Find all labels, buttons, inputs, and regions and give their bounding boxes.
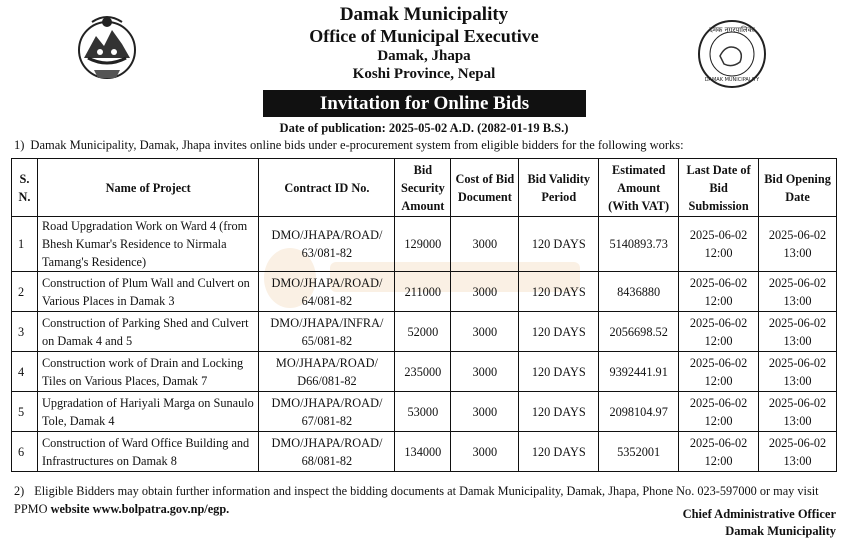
cell-security: 129000 [395, 217, 451, 272]
col-cost: Cost of Bid Document [451, 159, 519, 217]
cell-opening: 2025-06-02 13:00 [759, 352, 837, 392]
municipality-title: Damak Municipality [339, 4, 509, 25]
intro-paragraph [14, 138, 684, 153]
cell-last-date: 2025-06-02 12:00 [679, 312, 759, 352]
cell-sn: 6 [12, 432, 38, 472]
intro-number: 1) [14, 138, 25, 152]
cell-cost: 3000 [451, 392, 519, 432]
footer-number: 2) [14, 484, 25, 498]
cell-security: 211000 [395, 272, 451, 312]
col-last-date: Last Date of Bid Submission [679, 159, 759, 217]
cell-last-date: 2025-06-02 12:00 [679, 272, 759, 312]
website-link[interactable]: website www.bolpatra.gov.np/egp. [50, 502, 230, 516]
table-row [12, 392, 837, 432]
cell-estimate: 2056698.52 [599, 312, 679, 352]
cell-opening: 2025-06-02 13:00 [759, 312, 837, 352]
cell-security: 134000 [395, 432, 451, 472]
location-line: Damak, Jhapa [377, 48, 471, 64]
cell-estimate: 8436880 [599, 272, 679, 312]
cell-cost: 3000 [451, 312, 519, 352]
cell-name: Upgradation of Hariyali Marga on Sunaulo Tole, Damak 4 [37, 392, 258, 432]
cell-cost: 3000 [451, 352, 519, 392]
cell-cost: 3000 [451, 217, 519, 272]
col-sn: S. N. [12, 159, 38, 217]
cell-sn: 5 [12, 392, 38, 432]
col-contract: Contract ID No. [259, 159, 395, 217]
cell-validity: 120 DAYS [519, 217, 599, 272]
cell-name: Construction of Plum Wall and Culvert on Various Places in Damak 3 [37, 272, 258, 312]
office-title: Office of Municipal Executive [309, 26, 539, 46]
cell-validity: 120 DAYS [519, 312, 599, 352]
cell-validity: 120 DAYS [519, 352, 599, 392]
cell-sn: 2 [12, 272, 38, 312]
table-header-row [12, 159, 837, 217]
cell-opening: 2025-06-02 13:00 [759, 217, 837, 272]
col-name: Name of Project [37, 159, 258, 217]
cell-contract: DMO/JHAPA/INFRA/ 65/081-82 [259, 312, 395, 352]
invitation-banner: Invitation for Online Bids [263, 90, 586, 117]
cell-name: Construction work of Drain and Locking Tiles on Various Places, Damak 7 [37, 352, 258, 392]
table-row [12, 432, 837, 472]
publication-date: Date of publication: 2025-05-02 A.D. (2082-01-19 B.S.) [279, 121, 569, 135]
cell-validity: 120 DAYS [519, 432, 599, 472]
cell-sn: 4 [12, 352, 38, 392]
signature-org: Damak Municipality [725, 524, 836, 538]
cell-last-date: 2025-06-02 12:00 [679, 432, 759, 472]
signature-block [683, 506, 836, 540]
cell-opening: 2025-06-02 13:00 [759, 432, 837, 472]
table-row [12, 352, 837, 392]
cell-name: Road Upgradation Work on Ward 4 (from Bhesh Kumar's Residence to Nirmala Tamang's Residence) [37, 217, 258, 272]
cell-name: Construction of Parking Shed and Culvert on Damak 4 and 5 [37, 312, 258, 352]
signature-title: Chief Administrative Officer [682, 507, 836, 521]
cell-last-date: 2025-06-02 12:00 [679, 392, 759, 432]
table-row [12, 272, 837, 312]
cell-estimate: 2098104.97 [599, 392, 679, 432]
col-opening: Bid Opening Date [759, 159, 837, 217]
bids-table [11, 158, 837, 472]
cell-contract: DMO/JHAPA/ROAD/ 64/081-82 [259, 272, 395, 312]
cell-contract: DMO/JHAPA/ROAD/ 68/081-82 [259, 432, 395, 472]
cell-sn: 3 [12, 312, 38, 352]
col-estimate: Estimated Amount (With VAT) [599, 159, 679, 217]
col-validity: Bid Validity Period [519, 159, 599, 217]
cell-estimate: 5140893.73 [599, 217, 679, 272]
cell-contract: DMO/JHAPA/ROAD/ 67/081-82 [259, 392, 395, 432]
table-row [12, 217, 837, 272]
intro-text: Damak Municipality, Damak, Jhapa invites online bids under e-procurement system from eligible bidders for the following works: [30, 138, 684, 152]
cell-last-date: 2025-06-02 12:00 [679, 352, 759, 392]
province-line: Koshi Province, Nepal [352, 66, 496, 82]
cell-sn: 1 [12, 217, 38, 272]
cell-cost: 3000 [451, 272, 519, 312]
cell-security: 53000 [395, 392, 451, 432]
cell-last-date: 2025-06-02 12:00 [679, 217, 759, 272]
col-security: Bid Security Amount [395, 159, 451, 217]
footer-text: Eligible Bidders may obtain further information and inspect the bidding documents at Damak Municipality, Damak, Jhapa, Phone No. 023-597000 or may visit PPMO [14, 484, 819, 516]
cell-security: 52000 [395, 312, 451, 352]
cell-opening: 2025-06-02 13:00 [759, 272, 837, 312]
cell-contract: MO/JHAPA/ROAD/ D66/081-82 [259, 352, 395, 392]
table-row [12, 312, 837, 352]
cell-validity: 120 DAYS [519, 272, 599, 312]
cell-contract: DMO/JHAPA/ROAD/ 63/081-82 [259, 217, 395, 272]
cell-validity: 120 DAYS [519, 392, 599, 432]
seal-bottom-text: DAMAK MUNICIPALITY [704, 77, 760, 83]
cell-estimate: 5352001 [599, 432, 679, 472]
cell-security: 235000 [395, 352, 451, 392]
cell-estimate: 9392441.91 [599, 352, 679, 392]
cell-cost: 3000 [451, 432, 519, 472]
seal-top-text: दमक नगरपालिका [709, 26, 755, 34]
cell-opening: 2025-06-02 13:00 [759, 392, 837, 432]
header [0, 4, 848, 83]
cell-name: Construction of Ward Office Building and Infrastructures on Damak 8 [37, 432, 258, 472]
